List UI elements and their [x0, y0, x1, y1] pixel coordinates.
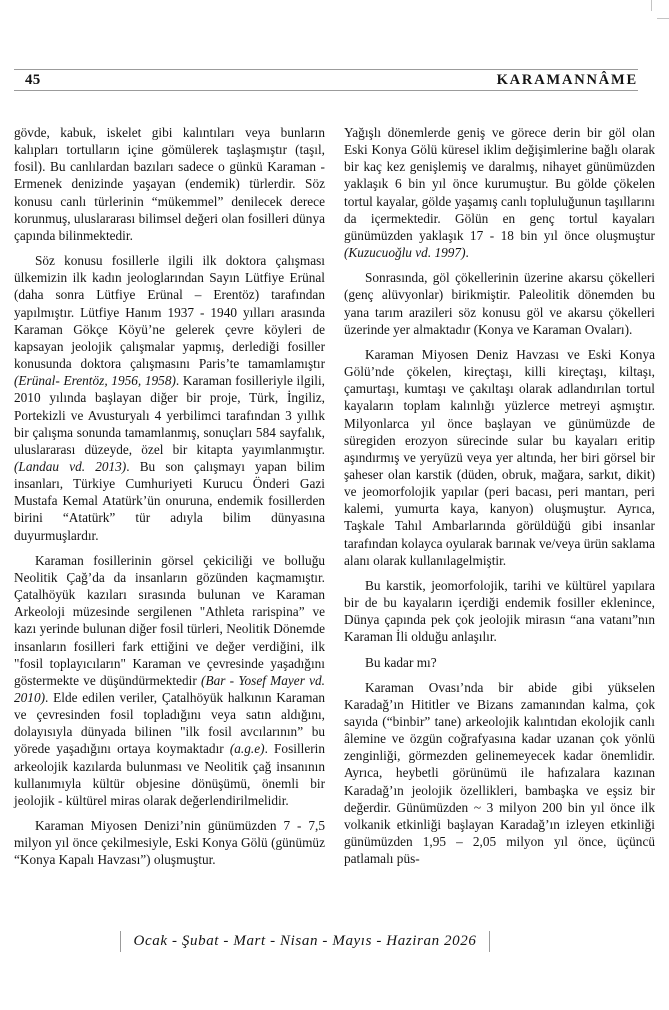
right-column — [344, 124, 655, 869]
body-text: Karaman Miyosen Denizi’nin günümüzden 7 - 7,5 milyon yıl önce çekilmesiyle, Eski Konya Gölü (günümüz “Konya Kapalı Havzası”) oluşmuştur. — [14, 818, 325, 868]
paragraph — [14, 252, 325, 544]
body-text: . — [465, 245, 469, 261]
body-text: . Fosillerin arkeolojik kazılarda bulunması ve Neolitik çağ insanının kullanımıyla kültür objesine dönüşümü, önemli bir jeolojik - kültürel miras olarak değerlendirilmelidir. — [14, 741, 326, 808]
footer-rule-right — [489, 931, 490, 952]
footer-rule-left — [120, 931, 121, 952]
body-text: Bu kadar mı? — [365, 654, 437, 670]
citation-text: (Erünal- Erentöz, 1956, 1958) — [14, 373, 176, 389]
page-number: 45 — [25, 71, 41, 88]
two-column-body — [14, 124, 655, 869]
page-header — [14, 69, 638, 91]
paragraph — [14, 124, 325, 244]
citation-text: (Landau vd. 2013) — [14, 458, 127, 474]
page-footer — [90, 929, 520, 953]
citation-text: (a.g.e) — [229, 741, 265, 757]
issue-months-text: Ocak - Şubat - Mart - Nisan - Mayıs - Haziran 2026 — [133, 932, 477, 949]
paragraph — [344, 124, 655, 261]
body-text: Sonrasında, göl çökellerinin üzerine akarsu çökelleri (genç alüvyonlar) birikmiştir. Paleolitik dönemden bu yana tarım arazileri söz konusu göl ve akarsu çökelleri üzerinde yer almaktadır (Konya ve Karaman Ovaları). — [344, 270, 655, 337]
citation-text: (Kuzucuoğlu vd. 1997) — [344, 245, 466, 261]
body-text: . Bu son çalışmayı yapan bilim insanları, Türkiye Cumhuriyeti Kurucu Önderi Gazi Mustafa Kemal Atatürk’ün onuruna, endemik fosillerden birini “Atatürk” tür adıyla bilim dünyasına duyurmuşlardır. — [14, 458, 325, 543]
paragraph — [344, 654, 655, 671]
body-text: Karaman fosillerinin görsel çekiciliği ve bolluğu Neolitik Çağ’da da insanların gözünden kaçmamıştır. Çatalhöyük kazıları sırasında bulunan ve Karaman Arkeoloji müzesinde sergilenen "Athleta rarispina” ve kazı yerinde bulunan diğer fosil türleri, Neolitik Dönemde insanların fosilleri fark ettiğini ve değer verdiğini, ilk "fosil toplayıcıların" Karaman ve çevresinde yaşadığını göstermekte ve düşündürmektedir — [14, 552, 325, 688]
body-text: . Karaman fosilleriyle ilgili, 2010 yılında başlayan diğer bir proje, Türk, İngiliz, Portekizli ve Avusturyalı 4 yerbilimci tarafından 3 yıllık bir çalışma sonunda tamamlanmış, sonuçları 584 sayfalık, uluslararası düzeyde, özel bir kitapta yayımlanmıştır. — [14, 373, 326, 457]
crop-mark-horizontal-icon — [657, 18, 669, 19]
crop-mark-vertical-icon — [651, 0, 652, 11]
body-text: Söz konusu fosillerle ilgili ilk doktora çalışması ülkemizin ilk kadın jeologlarından Sayın Lütfiye Erünal (daha sonra Lütfiye Erünal – Erentöz) tarafından yapılmıştır. Lütfiye Hanım 1937 - 1940 yılları arasında Karaman Gökçe Köyü’ne gelerek çevre köyleri de kapsayan jeolojik çalışmalar yapmış, derlediği fosiller konusunda doktora çalışmasını Paris’te tamamlamıştır — [14, 253, 325, 372]
body-text: Karaman Ovası’nda bir abide gibi yükselen Karadağ’ın Hititler ve Bizans zamanından kalma, çok sayıda (“binbir” tane) arkeolojik kalıntıdan ekolojik canlı âlemine ve özgün coğrafyasına kadar uzanan çok yönlü zenginliği, görmezden gelinemeyecek kadar önemlidir. Ayrıca, heybetli görünümü ile hafızalara kazınan Karadağ’ın jeolojik özellikleri, bambaşka ve eşsiz bir değerdir. Günümüzden ~ 3 milyon 200 bin yıl önce ilk volkanik etkinliği başlayan Karadağ’ın izleyen etkinliği günümüzden 1,95 – 2,05 milyon yıl önce, üçüncü patlamalı püs- — [344, 679, 655, 867]
paragraph — [344, 269, 655, 338]
left-column — [14, 124, 325, 869]
paragraph — [14, 817, 325, 868]
body-text: Yağışlı dönemlerde geniş ve görece derin bir göl olan Eski Konya Gölü küresel iklim değişimlerine bağlı olarak bir kaç kez genişlemiş ve daralmış, nihayet günümüzden yaklaşık 6 bin yıl önce kurumuştur. Bu gölde çökelen tortul kayalar, gölde yaşamış canlı topluluğunun taşıllarını da içermektedir. Gölün en genç tortul kayaları günümüzden yaklaşık 17 - 18 bin yıl önce oluşmuştur — [344, 125, 655, 243]
journal-title: KARAMANNÂME — [496, 71, 638, 88]
paragraph — [344, 679, 655, 868]
body-text: Bu karstik, jeomorfolojik, tarihi ve kültürel yapılara bir de bu kayaların içerdiği endemik fosiller eklenince, Dünya çapında pek çok jeolojik mirasın “ana vatanı”nın Karaman İli olduğu anlaşılır. — [344, 577, 655, 645]
citation-text: (Bar - Yosef Mayer vd. 2010) — [14, 672, 325, 705]
paragraph — [344, 577, 655, 646]
body-text: Karaman Miyosen Deniz Havzası ve Eski Konya Gölü’nde çökelen, kireçtaşı, killi kireçtaşı, kiltaşı, çamurtaşı, kumtaşı ve çakıltaşı olarak adlandırılan tortul kayaların toplam kalınlığı yüzlerce metreyi aşmıştır. Milyonlarca yıl önce başlayan ve günümüzde de süregiden erozyon sürecinde sular bu kayaları eritip aşındırmış ve yeryüzü veya yer altında, her biri görsel bir şaheser olan karstik (düden, obruk, mağara, sarkıt, dikit) ve jeomorfolojik yapılar (peri bacası, peri mantarı, peri kalemi, yumurta kaya, kanyon) oluşmuştur. Ayrıca, Taşkale Tahıl Ambarlarında görüldüğü gibi insanlar tarafından kolayca oyularak barınak ve/veya ürün saklama alanı olarak kullanılagelmiştir. — [344, 346, 655, 568]
paragraph — [14, 552, 325, 809]
body-text: gövde, kabuk, iskelet gibi kalıntıları veya bunların kalıpları tortulların içine gömülerek taşlaşmıştır (taşıl, fosil). Bu canlılardan bazıları sadece o günkü Karaman - Ermenek denizinde yaşayan (endemik) türlerdir. Söz konusu canlı türlerinin “mükemmel” denilecek derece korunmuş, uluslararası bilimsel değeri olan fosilleri dünya çapında bilinmektedir. — [14, 125, 325, 243]
body-text: . Elde edilen veriler, Çatalhöyük halkının Karaman ve çevresinden fosil topladığını veya satın aldığını, dolayısıyla dünyada bilinen "ilk fosil avcılarının” bu yörede yaşadığını ortaya koymaktadır — [14, 690, 325, 757]
paragraph — [344, 346, 655, 569]
